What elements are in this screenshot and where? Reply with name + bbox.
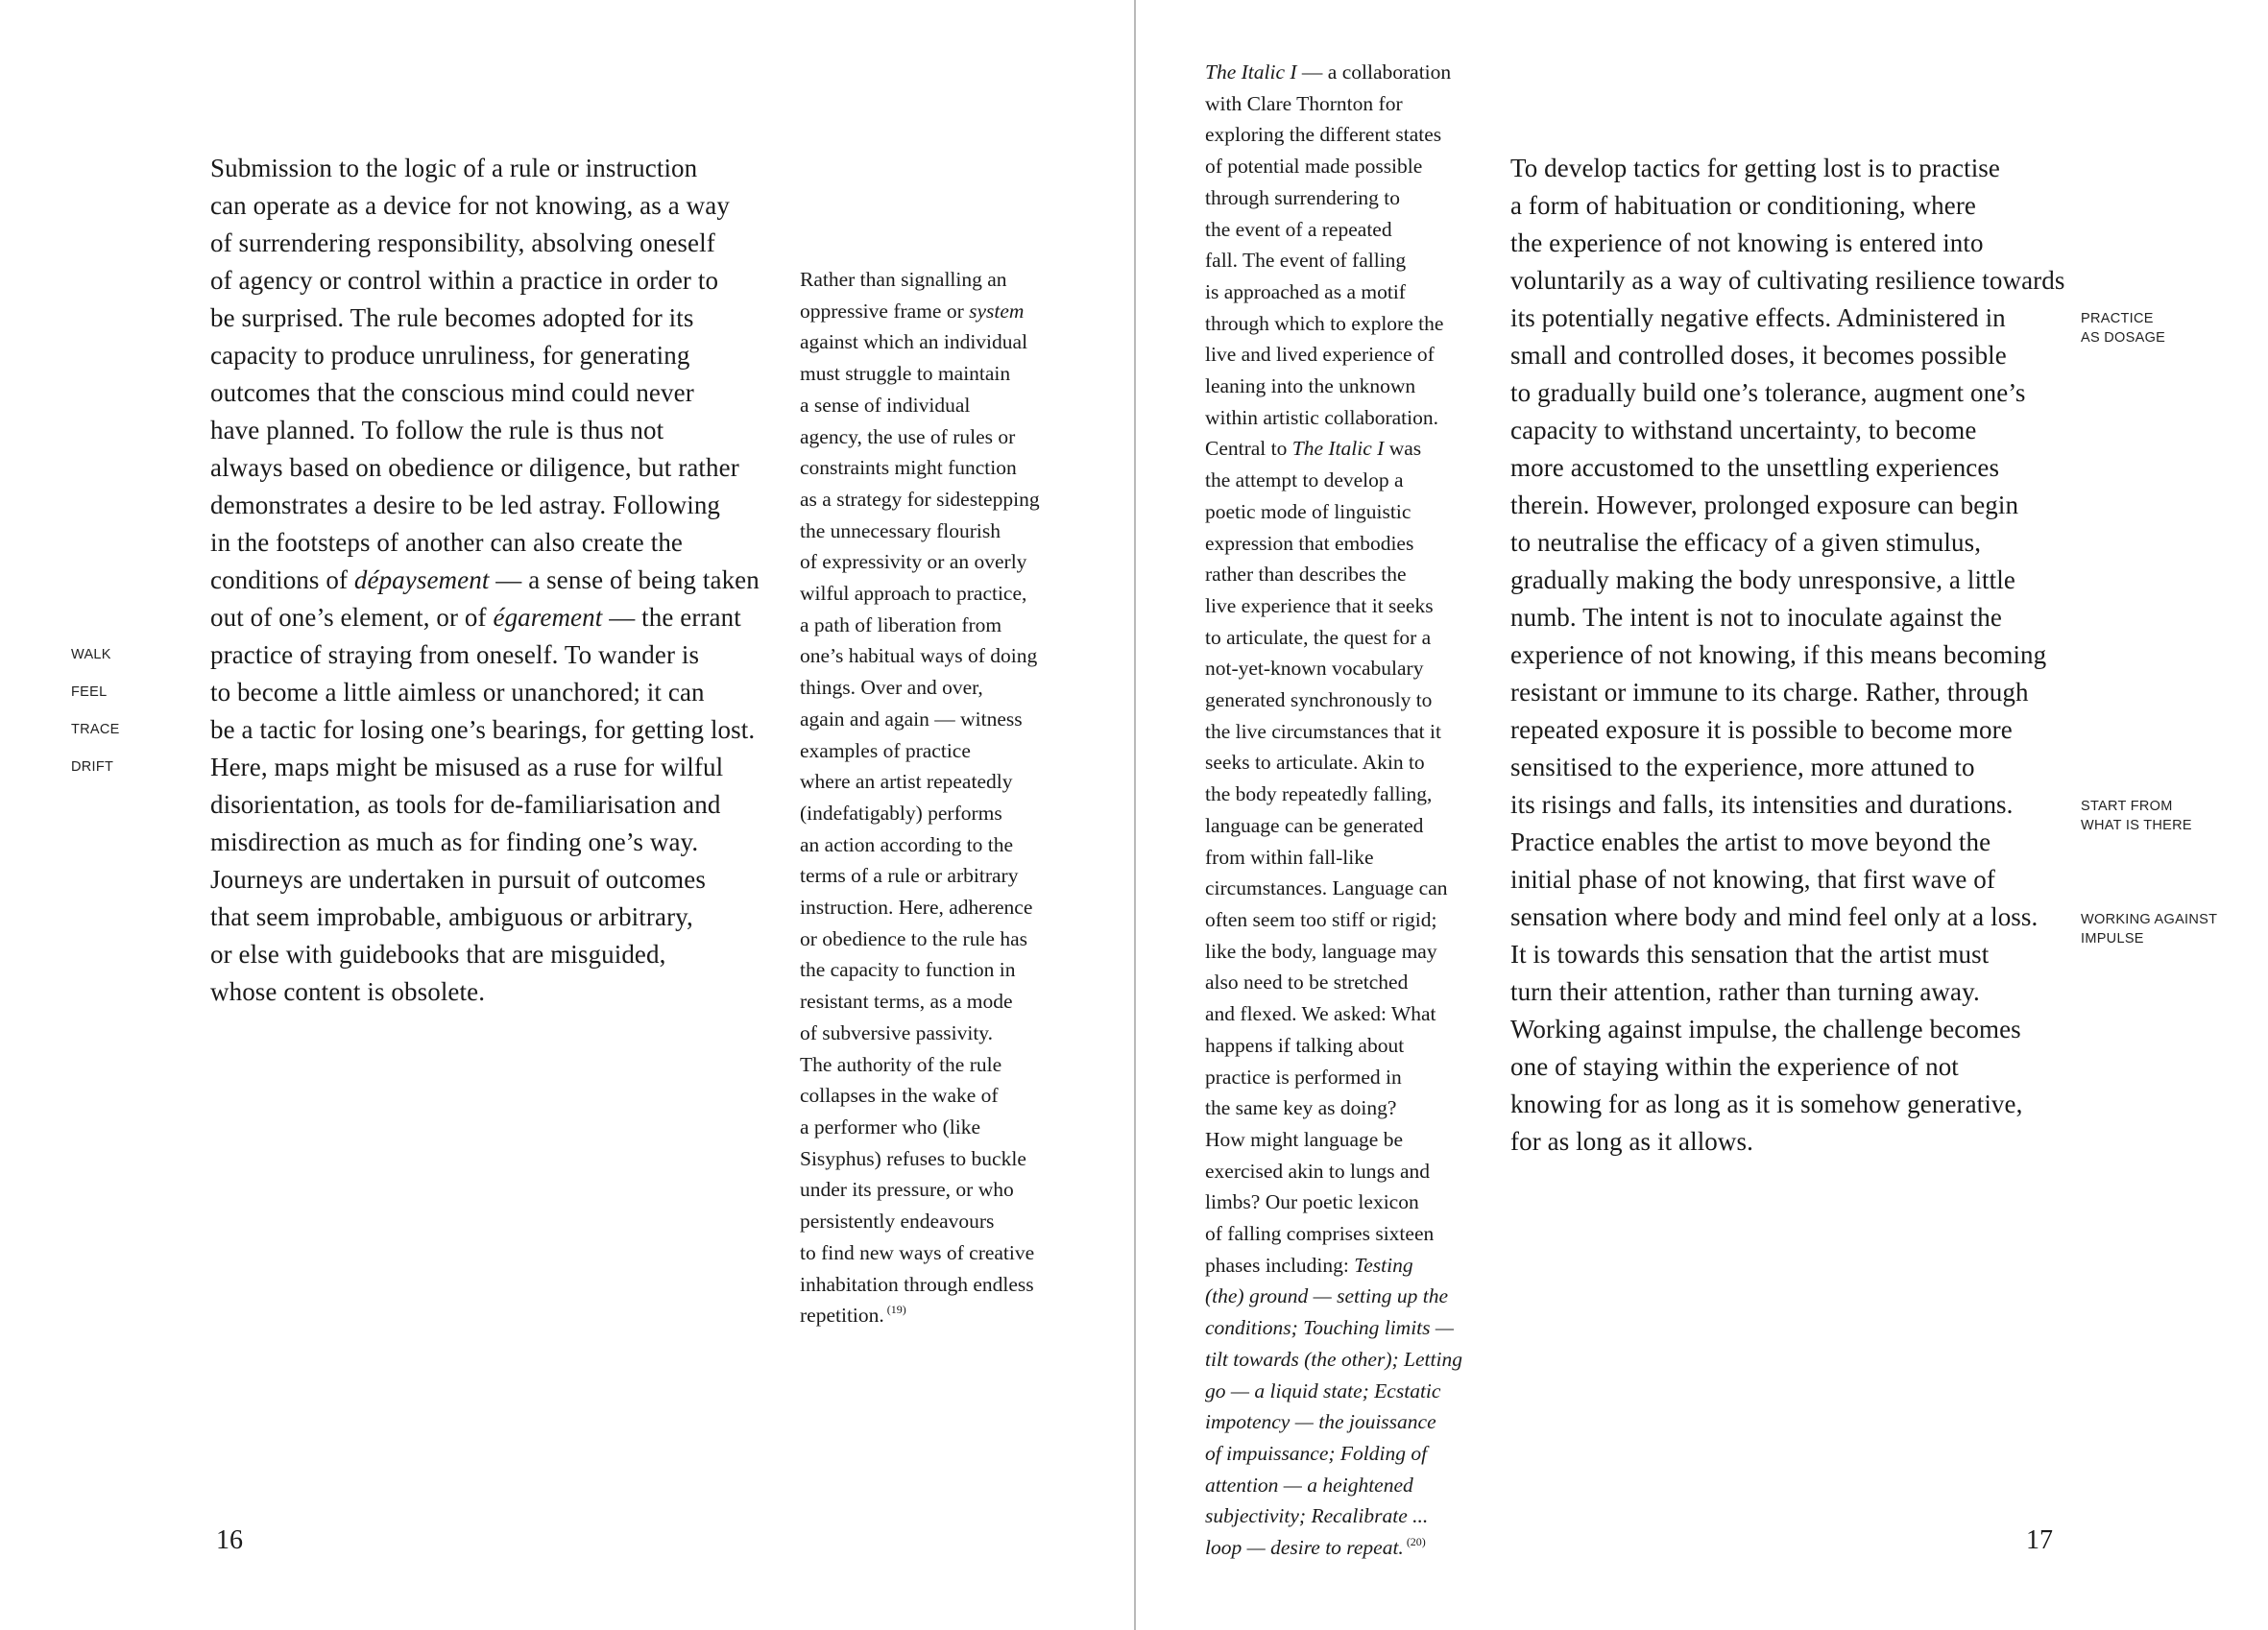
italic-text: dépaysement xyxy=(353,565,490,594)
text-line xyxy=(800,1018,1040,1049)
italic-text: égarement xyxy=(493,603,603,632)
text-line xyxy=(1510,1086,2064,1123)
text-line xyxy=(1205,1470,1462,1501)
text-segment: misdirection as much as for finding one’s way. xyxy=(210,827,699,856)
text-line xyxy=(800,1112,1040,1143)
text-segment: poetic mode of linguistic xyxy=(1205,499,1411,523)
margin-note-working-against-impulse xyxy=(2081,911,2217,948)
text-segment: language can be generated xyxy=(1205,813,1424,837)
text-segment: live and lived experience of xyxy=(1205,343,1435,367)
margin-note-line: AS DOSAGE xyxy=(2081,329,2166,346)
text-segment: like the body, language may xyxy=(1205,939,1437,963)
text-segment: exercised akin to lungs and xyxy=(1205,1159,1431,1183)
text-segment: to become a little aimless or unanchored; it can xyxy=(210,678,705,707)
text-segment: phases including: xyxy=(1205,1253,1355,1277)
text-line xyxy=(1205,590,1462,622)
text-segment: always based on obedience or diligence, but rather xyxy=(210,453,739,482)
text-segment: persistently endeavours xyxy=(800,1210,995,1234)
text-segment: To develop tactics for getting lost is to practise xyxy=(1510,154,2000,182)
text-segment: rather than describes the xyxy=(1205,563,1407,587)
text-segment: that seem improbable, ambiguous or arbitrary, xyxy=(210,902,693,931)
text-line xyxy=(800,484,1040,515)
margin-note-line: PRACTICE xyxy=(2081,311,2154,326)
text-line xyxy=(1510,150,2064,187)
text-line xyxy=(1510,599,2064,636)
text-segment: one of staying within the experience of not xyxy=(1510,1052,1959,1081)
text-line xyxy=(1205,1187,1462,1218)
text-segment: examples of practice xyxy=(800,738,971,762)
text-segment: in the footsteps of another can also create the xyxy=(210,528,684,557)
text-segment: or else with guidebooks that are misguided, xyxy=(210,940,666,969)
text-line xyxy=(800,1080,1040,1112)
text-segment: have planned. To follow the rule is thus not xyxy=(210,416,664,444)
text-segment: Here, maps might be misused as a ruse for wilful xyxy=(210,753,724,781)
text-line xyxy=(1205,559,1462,590)
text-line xyxy=(1205,1218,1462,1250)
text-segment: Working against impulse, the challenge becomes xyxy=(1510,1015,2021,1043)
text-segment: outcomes that the conscious mind could never xyxy=(210,378,694,407)
text-line xyxy=(800,296,1040,327)
text-segment: voluntarily as a way of cultivating resilience towards xyxy=(1510,266,2065,295)
text-line xyxy=(1510,749,2064,786)
italic-text: Testing xyxy=(1354,1253,1413,1277)
text-line xyxy=(1510,861,2064,899)
text-segment: terms of a rule or arbitrary xyxy=(800,864,1019,888)
text-line xyxy=(800,860,1040,892)
text-segment: from within fall-like xyxy=(1205,845,1374,869)
text-segment: numb. The intent is not to inoculate against the xyxy=(1510,603,2002,632)
text-segment: its potentially negative effects. Administered in xyxy=(1510,303,2006,332)
text-line xyxy=(800,986,1040,1018)
text-line xyxy=(1205,936,1462,968)
text-line xyxy=(1510,936,2064,973)
text-line xyxy=(1205,496,1462,528)
text-line xyxy=(210,899,760,936)
text-segment: more accustomed to the unsettling experiences xyxy=(1510,453,2000,482)
text-line xyxy=(210,412,760,449)
text-line xyxy=(1510,1011,2064,1048)
text-segment: capacity to produce unruliness, for generating xyxy=(210,341,690,370)
text-line xyxy=(1510,449,2064,487)
text-segment: the same key as doing? xyxy=(1205,1096,1397,1120)
text-segment: of subversive passivity. xyxy=(800,1020,994,1044)
text-segment: agency, the use of rules or xyxy=(800,424,1016,448)
text-segment: a path of liberation from xyxy=(800,612,1002,636)
text-line xyxy=(210,187,760,225)
italic-text: (the) ground — setting up the xyxy=(1205,1284,1448,1308)
text-segment: live experience that it seeks xyxy=(1205,593,1434,617)
text-line xyxy=(210,225,760,262)
text-line xyxy=(210,936,760,973)
text-segment: the capacity to function in xyxy=(800,958,1016,982)
text-segment: limbs? Our poetic lexicon xyxy=(1205,1190,1419,1214)
text-segment: Sisyphus) refuses to buckle xyxy=(800,1146,1026,1170)
text-segment: generated synchronously to xyxy=(1205,688,1433,712)
text-line xyxy=(210,562,760,599)
text-line xyxy=(210,300,760,337)
text-line xyxy=(1510,824,2064,861)
text-line xyxy=(1205,528,1462,560)
text-segment: turn their attention, rather than turning away. xyxy=(1510,977,1980,1006)
text-segment: expression that embodies xyxy=(1205,531,1414,555)
text-segment: can operate as a device for not knowing, as a way xyxy=(210,191,730,220)
text-segment: must struggle to maintain xyxy=(800,362,1011,386)
text-line xyxy=(1510,337,2064,374)
text-line xyxy=(1510,225,2064,262)
text-line xyxy=(1205,1312,1462,1344)
text-line xyxy=(1205,873,1462,904)
text-segment: conditions of xyxy=(210,565,354,594)
text-line xyxy=(1205,1281,1462,1312)
text-line xyxy=(1205,1030,1462,1062)
text-line xyxy=(1205,339,1462,371)
text-line xyxy=(1510,674,2064,711)
margin-note-start-from-what-is-there xyxy=(2081,798,2192,835)
text-line xyxy=(1510,1048,2064,1086)
text-segment: of agency or control within a practice in order to xyxy=(210,266,719,295)
text-segment: sensation where body and mind feel only at a loss. xyxy=(1510,902,2039,931)
text-line xyxy=(1205,1532,1462,1564)
footnote-marker: (19) xyxy=(886,1303,906,1317)
margin-keyword: DRIFT xyxy=(71,759,114,775)
text-line xyxy=(1205,371,1462,402)
text-segment: experience of not knowing, if this means becoming xyxy=(1510,640,2047,669)
text-line xyxy=(800,515,1040,547)
text-segment: the live circumstances that it xyxy=(1205,719,1441,743)
text-segment: under its pressure, or who xyxy=(800,1178,1014,1202)
margin-note-practice-as-dosage xyxy=(2081,310,2165,348)
text-segment: Rather than signalling an xyxy=(800,268,1007,291)
margin-note-line: WHAT IS THERE xyxy=(2081,817,2192,833)
text-segment: through which to explore the xyxy=(1205,311,1444,335)
text-line xyxy=(1205,308,1462,340)
text-line xyxy=(210,150,760,187)
text-segment: repeated exposure it is possible to become more xyxy=(1510,715,2013,744)
text-line xyxy=(1510,711,2064,749)
text-line xyxy=(210,861,760,899)
text-line xyxy=(1205,1376,1462,1407)
left-note-column xyxy=(800,264,1040,1331)
text-segment: therein. However, prolonged exposure can begin xyxy=(1510,491,2019,519)
text-segment: resistant or immune to its charge. Rather, through xyxy=(1510,678,2029,707)
italic-text: loop — desire to repeat. xyxy=(1205,1536,1404,1560)
text-segment: inhabitation through endless xyxy=(800,1272,1034,1296)
text-segment: circumstances. Language can xyxy=(1205,876,1448,900)
text-segment: be surprised. The rule becomes adopted for its xyxy=(210,303,694,332)
italic-text: tilt towards (the other); Letting xyxy=(1205,1347,1462,1371)
text-line xyxy=(800,704,1040,735)
text-line xyxy=(1205,904,1462,936)
text-segment: repetition. xyxy=(800,1304,884,1328)
italic-text: of impuissance; Folding of xyxy=(1205,1441,1428,1465)
text-line xyxy=(1510,786,2064,824)
text-segment: of potential made possible xyxy=(1205,155,1423,179)
text-line xyxy=(800,326,1040,358)
text-line xyxy=(1205,747,1462,779)
text-segment: or obedience to the rule has xyxy=(800,926,1028,950)
text-line xyxy=(1510,636,2064,674)
text-line xyxy=(1205,433,1462,465)
text-segment: seeks to articulate. Akin to xyxy=(1205,751,1425,775)
text-segment: knowing for as long as it is somehow generative, xyxy=(1510,1090,2023,1118)
text-line xyxy=(210,749,760,786)
margin-keyword: TRACE xyxy=(71,722,120,737)
text-line xyxy=(1205,1062,1462,1093)
text-line xyxy=(1205,1344,1462,1376)
text-line xyxy=(1510,973,2064,1011)
text-segment: was xyxy=(1384,437,1422,461)
text-segment: to articulate, the quest for a xyxy=(1205,625,1432,649)
text-segment: disorientation, as tools for de-familiarisation and xyxy=(210,790,721,819)
text-line xyxy=(1205,684,1462,716)
text-segment: a sense of individual xyxy=(800,393,971,417)
text-line xyxy=(800,892,1040,923)
text-line xyxy=(210,973,760,1011)
text-line xyxy=(1510,524,2064,562)
footnote-marker: (20) xyxy=(1406,1535,1426,1549)
text-line xyxy=(800,798,1040,829)
text-line xyxy=(1510,412,2064,449)
text-line xyxy=(800,578,1040,610)
text-segment: gradually making the body unresponsive, a little xyxy=(1510,565,2015,594)
text-segment: leaning into the unknown xyxy=(1205,374,1416,398)
text-line xyxy=(1205,119,1462,151)
text-line xyxy=(210,449,760,487)
text-segment: — a sense of being taken xyxy=(489,565,760,594)
text-segment: exploring the different states xyxy=(1205,123,1442,147)
italic-text: The Italic I xyxy=(1205,60,1297,84)
text-line xyxy=(800,610,1040,641)
text-line xyxy=(800,829,1040,861)
text-line xyxy=(800,766,1040,798)
left-main-paragraph xyxy=(210,150,760,1011)
margin-note-line: WORKING AGAINST xyxy=(2081,912,2218,927)
italic-text: conditions; Touching limits — xyxy=(1205,1316,1455,1340)
margin-note-line: START FROM xyxy=(2081,799,2173,814)
text-line xyxy=(800,672,1040,704)
text-line xyxy=(1205,182,1462,214)
text-segment: — a collaboration xyxy=(1296,60,1452,84)
text-line xyxy=(210,824,760,861)
text-segment: the event of a repeated xyxy=(1205,217,1392,241)
text-segment: to find new ways of creative xyxy=(800,1240,1035,1264)
text-line xyxy=(1205,214,1462,246)
text-line xyxy=(1510,487,2064,524)
text-segment: with Clare Thornton for xyxy=(1205,91,1403,115)
text-segment: also need to be stretched xyxy=(1205,971,1409,995)
text-segment: demonstrates a desire to be led astray. Following xyxy=(210,491,721,519)
text-line xyxy=(1205,1500,1462,1532)
text-segment: the unnecessary flourish xyxy=(800,518,1001,542)
text-line xyxy=(1510,300,2064,337)
text-segment: for as long as it allows. xyxy=(1510,1127,1753,1156)
italic-text: go — a liquid state; Ecstatic xyxy=(1205,1378,1441,1402)
page-number-right: 17 xyxy=(2026,1525,2053,1555)
text-line xyxy=(800,452,1040,484)
text-segment: happens if talking about xyxy=(1205,1033,1405,1057)
text-line xyxy=(1205,967,1462,998)
text-segment: fall. The event of falling xyxy=(1205,249,1407,273)
text-segment: one’s habitual ways of doing xyxy=(800,644,1038,668)
text-line xyxy=(1510,899,2064,936)
text-segment: the experience of not knowing is entered into xyxy=(1510,228,1984,257)
text-segment: to gradually build one’s tolerance, augment one’s xyxy=(1510,378,2026,407)
text-segment: practice is performed in xyxy=(1205,1065,1402,1089)
text-segment: Practice enables the artist to move beyond the xyxy=(1510,827,1991,856)
text-line xyxy=(800,1300,1040,1331)
text-segment: within artistic collaboration. xyxy=(1205,405,1439,429)
text-line xyxy=(800,358,1040,390)
text-line xyxy=(800,390,1040,421)
text-segment: The authority of the rule xyxy=(800,1052,1002,1076)
text-segment: against which an individual xyxy=(800,330,1028,354)
italic-text: subjectivity; Recalibrate ... xyxy=(1205,1504,1429,1528)
text-line xyxy=(800,923,1040,955)
text-segment: oppressive frame or xyxy=(800,299,970,323)
text-segment: It is towards this sensation that the artist must xyxy=(1510,940,1990,969)
text-line xyxy=(800,1269,1040,1301)
text-segment: — the errant xyxy=(602,603,741,632)
text-line xyxy=(1205,1124,1462,1156)
text-line xyxy=(1205,1092,1462,1124)
margin-note-line: IMPULSE xyxy=(2081,930,2144,947)
text-line xyxy=(210,636,760,674)
right-main-paragraph xyxy=(1510,150,2064,1161)
text-line xyxy=(1205,716,1462,748)
text-segment: often seem too stiff or rigid; xyxy=(1205,907,1437,931)
text-segment: a form of habituation or conditioning, where xyxy=(1510,191,1977,220)
spine-divider xyxy=(1134,0,1136,1630)
text-line xyxy=(210,599,760,636)
text-segment: the body repeatedly falling, xyxy=(1205,782,1433,806)
text-line xyxy=(1510,562,2064,599)
italic-text: The Italic I xyxy=(1291,437,1385,461)
text-segment: out of one’s element, or of xyxy=(210,603,494,632)
text-segment: sensitised to the experience, more attuned to xyxy=(1510,753,1975,781)
right-note-column xyxy=(1205,57,1462,1564)
text-line xyxy=(210,374,760,412)
text-line xyxy=(800,264,1040,296)
text-segment: things. Over and over, xyxy=(800,676,983,700)
text-segment: as a strategy for sidestepping xyxy=(800,487,1040,511)
text-segment: wilful approach to practice, xyxy=(800,582,1027,606)
text-segment: small and controlled doses, it becomes possible xyxy=(1510,341,2007,370)
text-line xyxy=(210,337,760,374)
text-segment: Submission to the logic of a rule or instruction xyxy=(210,154,698,182)
text-line xyxy=(1510,262,2064,300)
text-segment: of surrendering responsibility, absolving oneself xyxy=(210,228,715,257)
text-line xyxy=(1205,1156,1462,1187)
text-segment: collapses in the wake of xyxy=(800,1084,999,1108)
text-segment: is approached as a motif xyxy=(1205,279,1406,303)
italic-text: attention — a heightened xyxy=(1205,1473,1413,1497)
text-segment: (indefatigably) performs xyxy=(800,801,1002,825)
page-number-left: 16 xyxy=(216,1525,243,1555)
text-segment: be a tactic for losing one’s bearings, for getting lost. xyxy=(210,715,756,744)
text-segment: an action according to the xyxy=(800,832,1014,856)
text-segment: the attempt to develop a xyxy=(1205,468,1404,492)
text-segment: instruction. Here, adherence xyxy=(800,896,1033,920)
text-line xyxy=(1205,465,1462,496)
text-segment: again and again — witness xyxy=(800,707,1023,731)
text-line xyxy=(800,640,1040,672)
italic-text: impotency — the jouissance xyxy=(1205,1410,1436,1434)
text-line xyxy=(210,262,760,300)
text-line xyxy=(1205,1406,1462,1438)
text-segment: to neutralise the efficacy of a given stimulus, xyxy=(1510,528,1982,557)
text-segment: constraints might function xyxy=(800,456,1017,480)
text-line xyxy=(800,1143,1040,1175)
text-line xyxy=(1205,842,1462,874)
text-line xyxy=(1510,1123,2064,1161)
text-line xyxy=(800,421,1040,453)
text-line xyxy=(1205,810,1462,842)
text-line xyxy=(1510,374,2064,412)
text-line xyxy=(1205,653,1462,684)
margin-keyword: FEEL xyxy=(71,684,108,700)
text-line xyxy=(800,1206,1040,1237)
text-segment: not-yet-known vocabulary xyxy=(1205,657,1424,681)
text-segment: whose content is obsolete. xyxy=(210,977,486,1006)
text-segment: of falling comprises sixteen xyxy=(1205,1222,1435,1246)
text-segment: a performer who (like xyxy=(800,1115,981,1139)
text-segment: capacity to withstand uncertainty, to become xyxy=(1510,416,1977,444)
text-segment: resistant terms, as a mode xyxy=(800,990,1013,1014)
text-line xyxy=(210,711,760,749)
text-segment: How might language be xyxy=(1205,1127,1403,1151)
text-line xyxy=(800,1049,1040,1081)
text-line xyxy=(1205,779,1462,810)
text-line xyxy=(1205,245,1462,276)
text-line xyxy=(210,524,760,562)
text-line xyxy=(800,546,1040,578)
text-line xyxy=(210,786,760,824)
italic-text: system xyxy=(969,299,1025,323)
text-line xyxy=(1205,276,1462,308)
text-line xyxy=(800,1174,1040,1206)
text-segment: through surrendering to xyxy=(1205,185,1401,209)
text-segment: Journeys are undertaken in pursuit of outcomes xyxy=(210,865,706,894)
text-line xyxy=(800,1237,1040,1269)
margin-keyword: WALK xyxy=(71,647,111,662)
text-line xyxy=(1205,1438,1462,1470)
text-segment: of expressivity or an overly xyxy=(800,550,1027,574)
text-line xyxy=(1205,1250,1462,1282)
text-segment: its risings and falls, its intensities and durations. xyxy=(1510,790,2014,819)
text-segment: and flexed. We asked: What xyxy=(1205,1002,1436,1026)
text-segment: Central to xyxy=(1205,437,1292,461)
text-line xyxy=(1205,402,1462,434)
text-line xyxy=(800,735,1040,767)
left-margin-keywords xyxy=(71,636,120,786)
text-line xyxy=(210,487,760,524)
text-line xyxy=(800,954,1040,986)
text-line xyxy=(1510,187,2064,225)
text-line xyxy=(1205,622,1462,654)
text-line xyxy=(1205,88,1462,120)
text-segment: practice of straying from oneself. To wander is xyxy=(210,640,700,669)
text-line xyxy=(1205,998,1462,1030)
text-line xyxy=(210,674,760,711)
text-segment: where an artist repeatedly xyxy=(800,770,1013,794)
text-segment: initial phase of not knowing, that first wave of xyxy=(1510,865,1995,894)
text-line xyxy=(1205,151,1462,182)
text-line xyxy=(1205,57,1462,88)
